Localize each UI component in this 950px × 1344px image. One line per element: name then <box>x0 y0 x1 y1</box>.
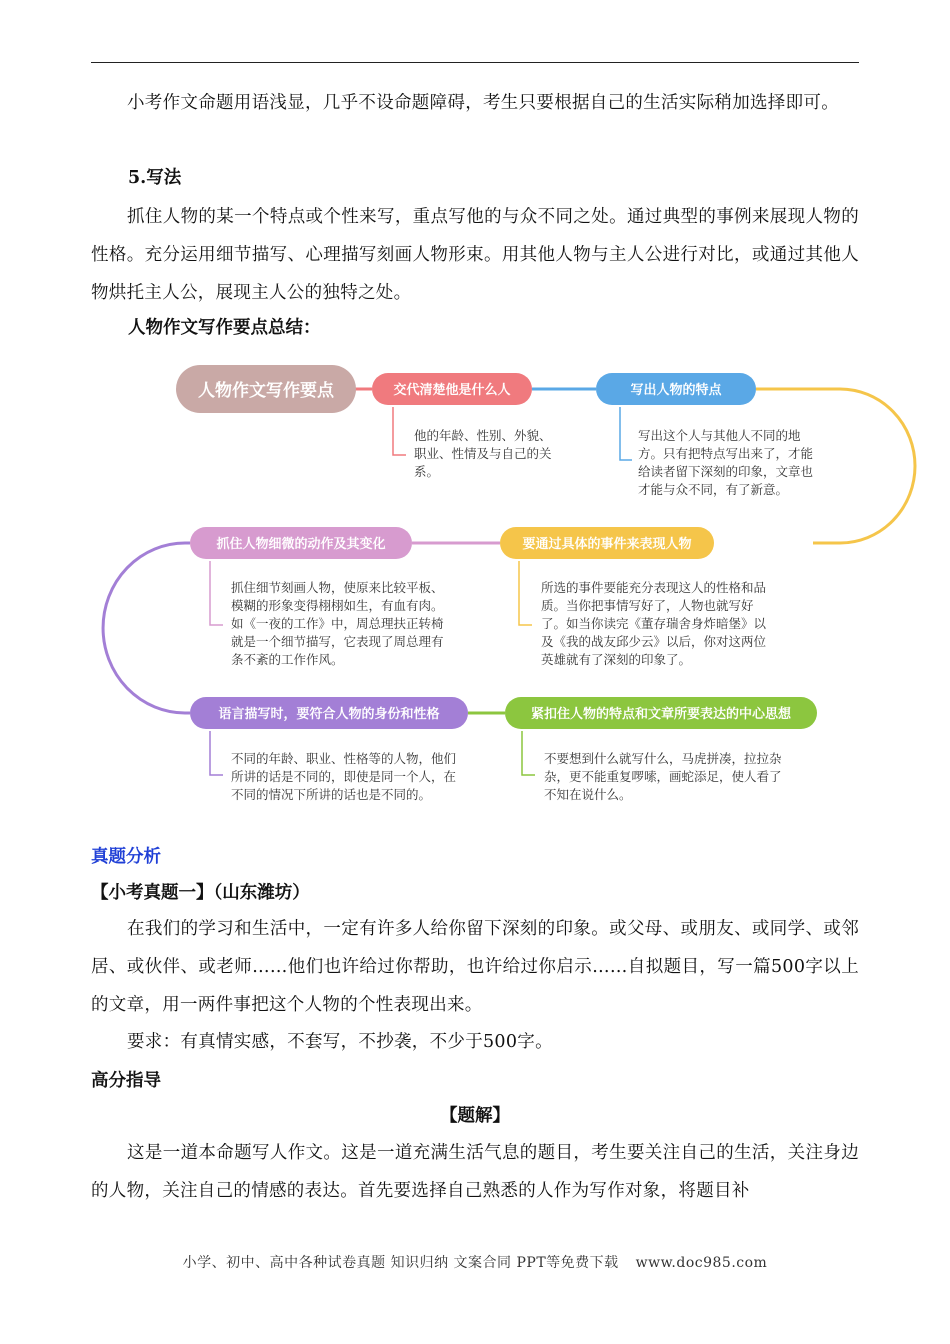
mindmap-node-5-label: 语言描写时，要符合人物的身份和性格 <box>218 707 440 722</box>
intro-paragraph: 小考作文命题用语浅显，几乎不设命题障碍，考生只要根据自己的生活实际稍加选择即可。 <box>127 93 839 113</box>
page-footer <box>0 1252 950 1272</box>
mindmap-node-4-text: 条不紊的工作作风。 <box>231 652 344 667</box>
bracket-n5 <box>210 731 223 775</box>
mindmap-node-2-text: 方。只有把特点写出来了，才能 <box>638 446 814 461</box>
mindmap-node-4-label: 抓住人物细微的动作及其变化 <box>216 537 386 552</box>
mindmap-node-3-text: 了。如当你读完《董存瑞舍身炸暗堡》以 <box>541 616 767 631</box>
mindmap-node-5-text: 所讲的话是不同的，即使是同一个人，在 <box>231 769 457 784</box>
mindmap-node-1-label: 交代清楚他是什么人 <box>393 383 511 398</box>
analysis-title: 真题分析 <box>91 847 161 867</box>
bracket-n6 <box>522 731 535 775</box>
footer-url[interactable]: www.doc985.com <box>635 1255 768 1271</box>
connector-n4-n5 <box>103 543 190 713</box>
mindmap-node-5-text: 不同的年龄、职业、性格等的人物，他们 <box>231 751 457 766</box>
question-title: 【小考真题一】（山东潍坊） <box>91 883 310 903</box>
section-5-paragraph: 抓住人物的某一个特点或个性来写，重点写他的与众不同之处。通过典型的事例来展现人物的性格。充分运用细节描写、心理描写刻画人物形束。用其他人物与主人公进行对比，或通过其他人物烘托主人公，展现主人公的独特之处。 <box>91 207 859 303</box>
mindmap-node-3-text: 质。当你把事情写好了，人物也就写好 <box>541 598 754 613</box>
question-paragraph: 在我们的学习和生活中，一定有许多人给你留下深刻的印象。或父母、或朋友、或同学、或邻居、或伙伴、或老师……他们也许给过你帮助，也许给过你启示……自拟题目，写一篇500字以上的文章，用一两件事把这个人物的个性表现出来。 <box>91 919 859 1015</box>
mindmap-node-4-text: 就是一个细节描写，它表现了周总理有 <box>231 634 444 649</box>
mindmap-node-3-label: 要通过具体的事件来表现人物 <box>522 537 692 552</box>
mindmap-node-1-text: 他的年龄、性别、外貌、 <box>414 428 552 443</box>
bracket-n1 <box>393 407 406 455</box>
mindmap-node-2-text: 给读者留下深刻的印象，文章也 <box>638 464 814 479</box>
mindmap-node-1-text: 职业、性情及与自己的关 <box>414 446 552 461</box>
mindmap-node-4-text: 模糊的形象变得栩栩如生，有血有肉。 <box>231 598 444 613</box>
footer-text: 小学、初中、高中各种试卷真题 知识归纳 文案合同 PPT等免费下载 <box>182 1255 619 1271</box>
mindmap-node-3-text: 及《我的战友邱少云》以后，你对这两位 <box>541 634 767 649</box>
mindmap-node-2-label: 写出人物的特点 <box>630 383 722 398</box>
mindmap-node-4-text: 如《一夜的工作》中，周总理扶正转椅 <box>231 616 444 631</box>
mindmap-node-4-text: 抓住细节刻画人物，使原来比较平板、 <box>231 580 444 595</box>
bracket-n4 <box>210 561 223 625</box>
summary-title: 人物作文写作要点总结： <box>128 318 321 338</box>
guidance-paragraph: 这是一道本命题写人作文。这是一道充满生活气息的题目，考生要关注自己的生活，关注身边的人物，关注自己的情感的表达。首先要选择自己熟悉的人作为写作对象，将题目补 <box>91 1143 859 1201</box>
requirement-paragraph: 要求：有真情实感，不套写，不抄袭，不少于500字。 <box>127 1032 553 1052</box>
mindmap-node-1-text: 系。 <box>414 464 440 479</box>
mindmap-node-3-text: 英雄就有了深刻的印象了。 <box>541 652 692 667</box>
mindmap-node-2-text: 写出这个人与其他人不同的地 <box>638 428 801 443</box>
mindmap-node-2-text: 才能与众不同，有了新意。 <box>638 482 789 497</box>
mindmap-node-6-text: 杂，更不能重复啰嗦，画蛇添足，使人看了 <box>544 769 782 784</box>
guidance-title: 高分指导 <box>91 1071 161 1091</box>
bracket-n3 <box>519 561 532 625</box>
section-5-title: 5.写法 <box>128 168 182 188</box>
mindmap-node-3-text: 所选的事件要能充分表现这人的性格和品 <box>541 580 767 595</box>
mindmap-center-label: 人物作文写作要点 <box>198 381 334 401</box>
mindmap-node-6-text: 不要想到什么就写什么，马虎拼凑，拉拉杂 <box>544 751 782 766</box>
mindmap-node-5-text: 不同的情况下所讲的话也是不同的。 <box>231 787 432 802</box>
guidance-subtitle: 【题解】 <box>440 1106 510 1126</box>
mindmap-node-6-label: 紧扣住人物的特点和文章所要表达的中心思想 <box>530 707 792 722</box>
mindmap-node-6-text: 不知在说什么。 <box>544 787 632 802</box>
bracket-n2 <box>620 407 632 460</box>
